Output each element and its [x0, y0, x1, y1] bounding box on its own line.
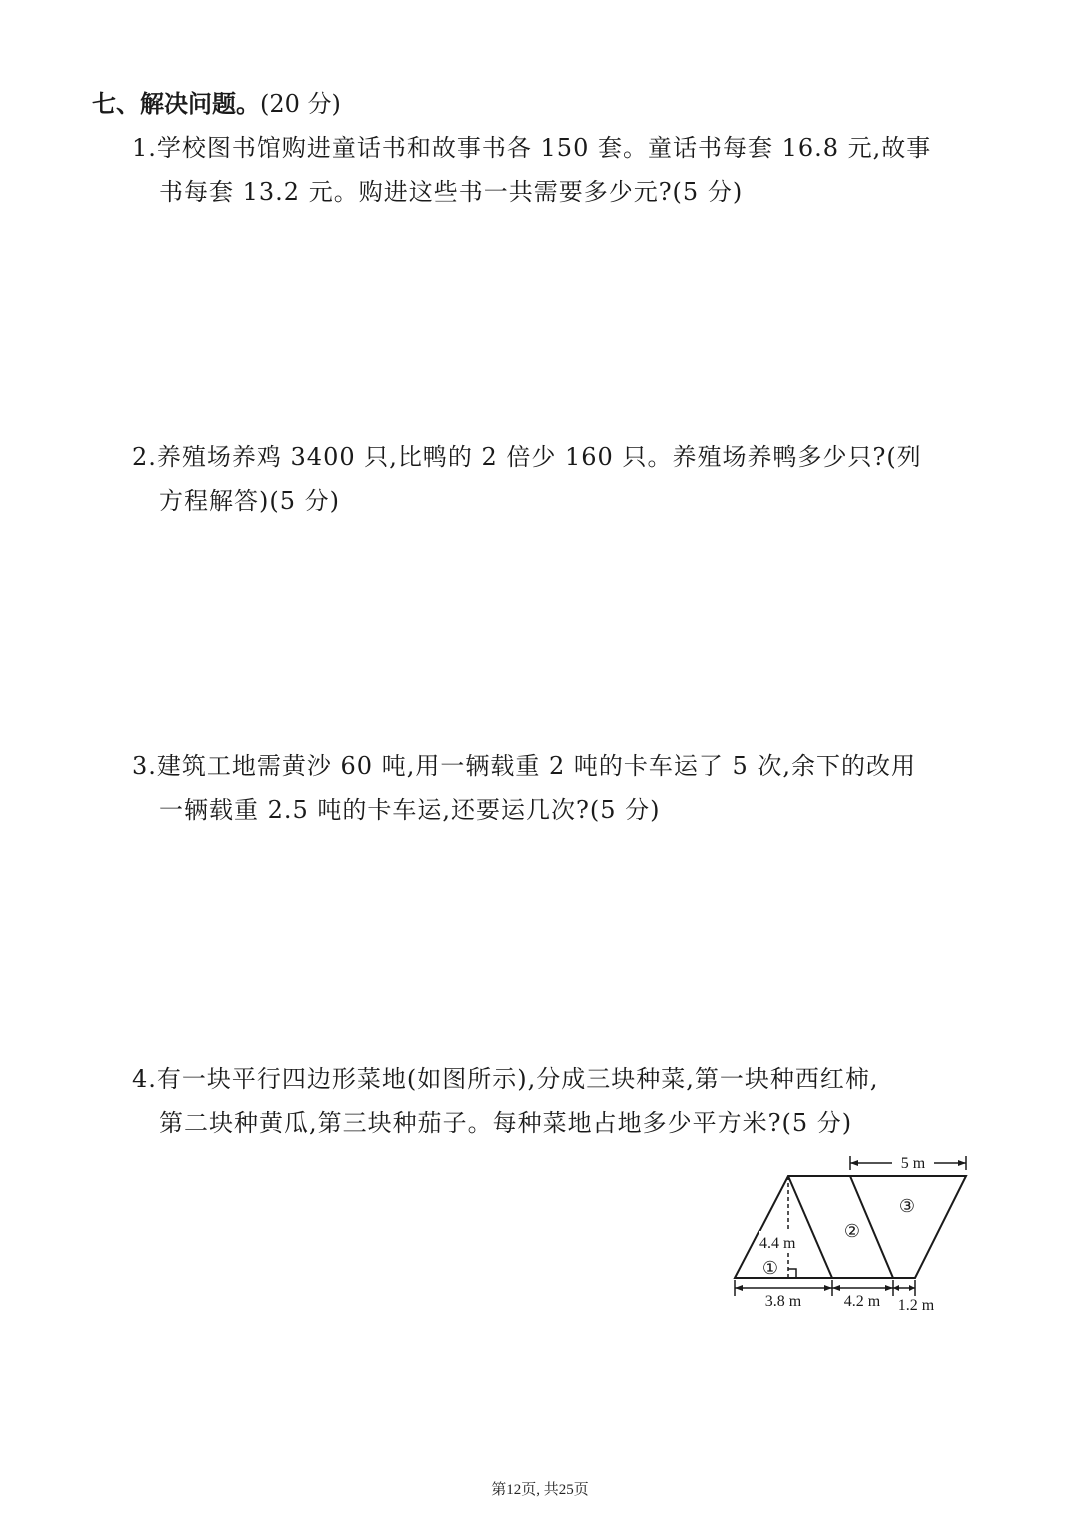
section-heading: 七、解决问题。 — [92, 90, 260, 118]
question-1-line-1: 1.学校图书馆购进童话书和故事书各 150 套。童话书每套 16.8 元,故事 — [132, 134, 932, 162]
section-title — [92, 88, 341, 120]
top-dim-arrow-right — [958, 1160, 966, 1166]
divider-line-1 — [788, 1176, 832, 1278]
question-4-line-1: 4.有一块平行四边形菜地(如图所示),分成三块种菜,第一块种西红柿, — [132, 1065, 879, 1093]
question-3-line-2: 一辆载重 2.5 吨的卡车运,还要运几次?(5 分) — [159, 796, 661, 824]
region-3-label: ③ — [898, 1196, 916, 1216]
top-dim-arrow-left — [850, 1160, 858, 1166]
question-2-line-1: 2.养殖场养鸡 3400 只,比鸭的 2 倍少 160 只。养殖场养鸭多少只?(列 — [132, 443, 922, 471]
question-3 — [132, 744, 977, 832]
question-1-line-2: 书每套 13.2 元。购进这些书一共需要多少元?(5 分) — [159, 178, 744, 206]
question-3-line-1: 3.建筑工地需黄沙 60 吨,用一辆载重 2 吨的卡车运了 5 次,余下的改用 — [132, 752, 917, 780]
bottom-arrow-3l — [893, 1285, 899, 1291]
label-bottom-4-2m: 4.2 m — [843, 1293, 881, 1310]
question-4 — [132, 1057, 977, 1145]
bottom-arrow-1l — [735, 1285, 743, 1291]
bottom-arrow-1r — [824, 1285, 832, 1291]
section-points: (20 分) — [260, 90, 341, 118]
parallelogram-figure — [726, 1148, 976, 1318]
parallelogram-diagram — [726, 1148, 976, 1318]
question-4-line-2: 第二块种黄瓜,第三块种茄子。每种菜地占地多少平方米?(5 分) — [159, 1109, 853, 1137]
label-height-4-4m: 4.4 m — [759, 1235, 796, 1252]
bottom-arrow-2r — [885, 1285, 893, 1291]
label-bottom-1-2m: 1.2 m — [897, 1297, 935, 1314]
label-top-5m: 5 m — [900, 1155, 926, 1172]
right-angle-marker — [788, 1269, 796, 1278]
question-2 — [132, 435, 977, 523]
region-2-label: ② — [843, 1221, 861, 1241]
question-2-line-2: 方程解答)(5 分) — [159, 487, 340, 515]
bottom-arrow-3r — [909, 1285, 915, 1291]
label-bottom-3-8m: 3.8 m — [764, 1293, 802, 1310]
region-1-label: ① — [761, 1258, 779, 1278]
page-footer: 第12页, 共25页 — [491, 1482, 589, 1498]
bottom-arrow-2l — [832, 1285, 840, 1291]
question-1 — [132, 126, 977, 214]
